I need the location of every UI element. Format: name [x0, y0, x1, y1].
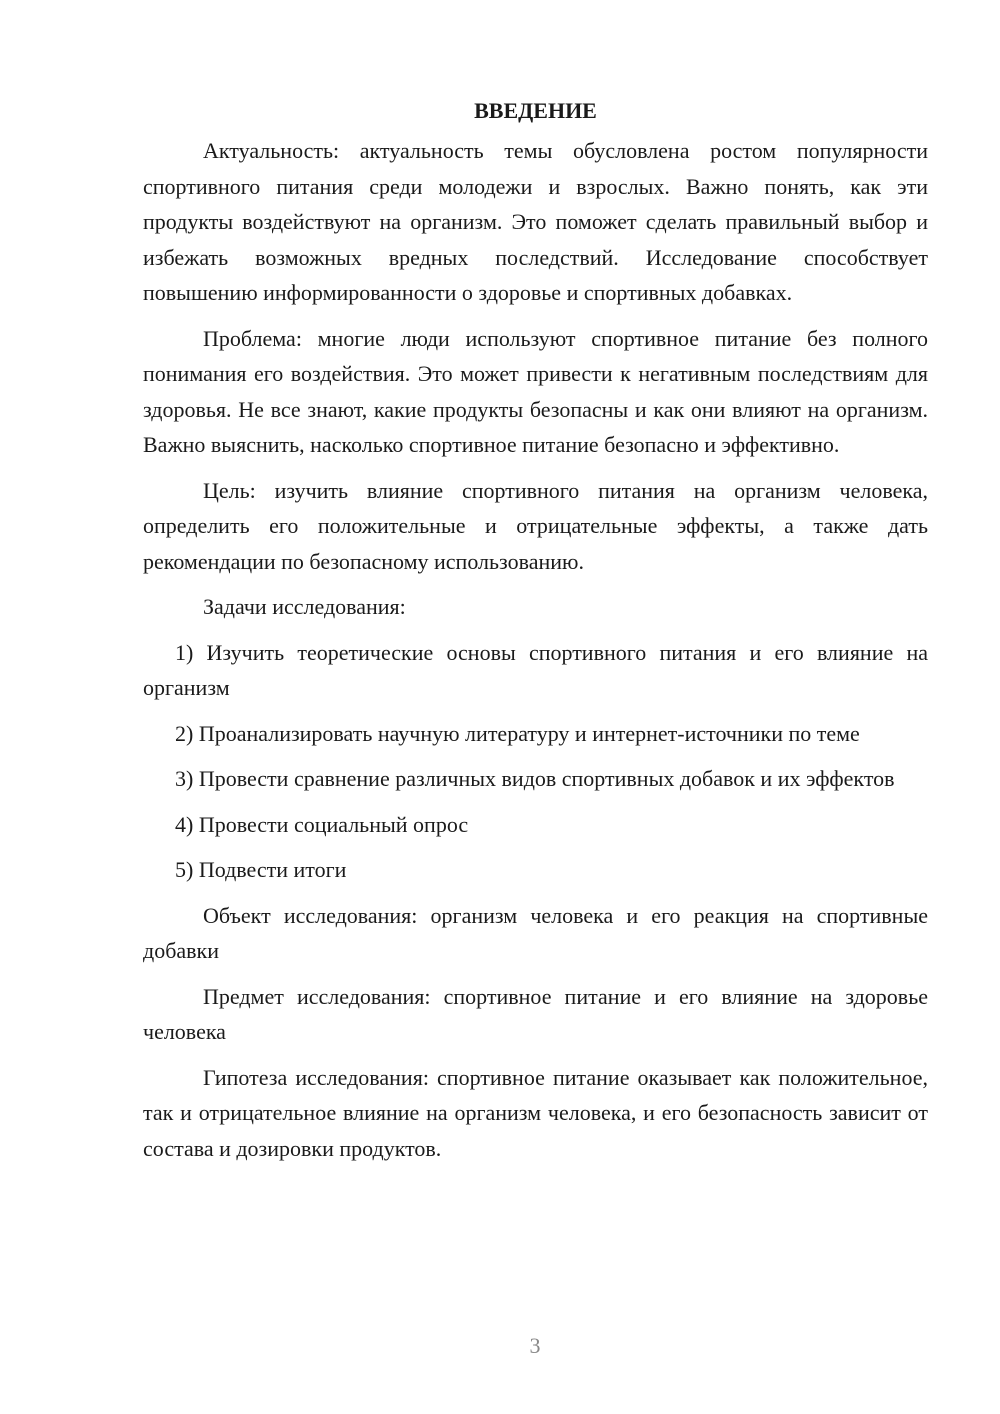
- paragraph-object: Объект исследования: организм человека и его реакция на спортивные добавки: [143, 902, 928, 963]
- document-page: [143, 95, 928, 1176]
- list-item: 3) Провести сравнение различных видов спортивных добавок и их эффектов: [175, 766, 895, 791]
- list-item: 5) Подвести итоги: [175, 857, 347, 882]
- paragraph-relevance: Актуальность: актуальность темы обусловлена ростом популярности спортивного питания среди молодежи и взрослых. Важно понять, как эти продукты воздействуют на организм. Это поможет сделать правильный выбор и избежать возможных вредных последствий. Исследование способствует повышению информированности о здоровье и спортивных добавках.: [143, 138, 928, 305]
- paragraph-subject: Предмет исследования: спортивное питание и его влияние на здоровье человека: [143, 983, 928, 1044]
- tasks-heading: Задачи исследования:: [203, 594, 406, 619]
- list-item: 4) Провести социальный опрос: [175, 811, 469, 837]
- paragraph-problem: Проблема: многие люди используют спортивное питание без полного понимания его воздействия. Это может привести к негативным последствиям для здоровья. Не все знают, какие продукты безопасны и как они влияют на организм. Важно выяснить, насколько спортивное питание безопасно и эффективно.: [143, 325, 928, 457]
- list-item: 1) Изучить теоретические основы спортивного питания и его влияние на организм: [143, 639, 928, 700]
- paragraph-goal: Цель: изучить влияние спортивного питания на организм человека, определить его положительные и отрицательные эффекты, а также дать рекомендации по безопасному использованию.: [143, 477, 928, 574]
- page-title: ВВЕДЕНИЕ: [474, 98, 597, 123]
- paragraph-hypothesis: Гипотеза исследования: спортивное питание оказывает как положительное, так и отрицательное влияние на организм человека, и его безопасность зависит от состава и дозировки продуктов.: [143, 1064, 928, 1161]
- list-item: 2) Проанализировать научную литературу и интернет-источники по теме: [175, 720, 860, 746]
- page-number: 3: [529, 1333, 541, 1358]
